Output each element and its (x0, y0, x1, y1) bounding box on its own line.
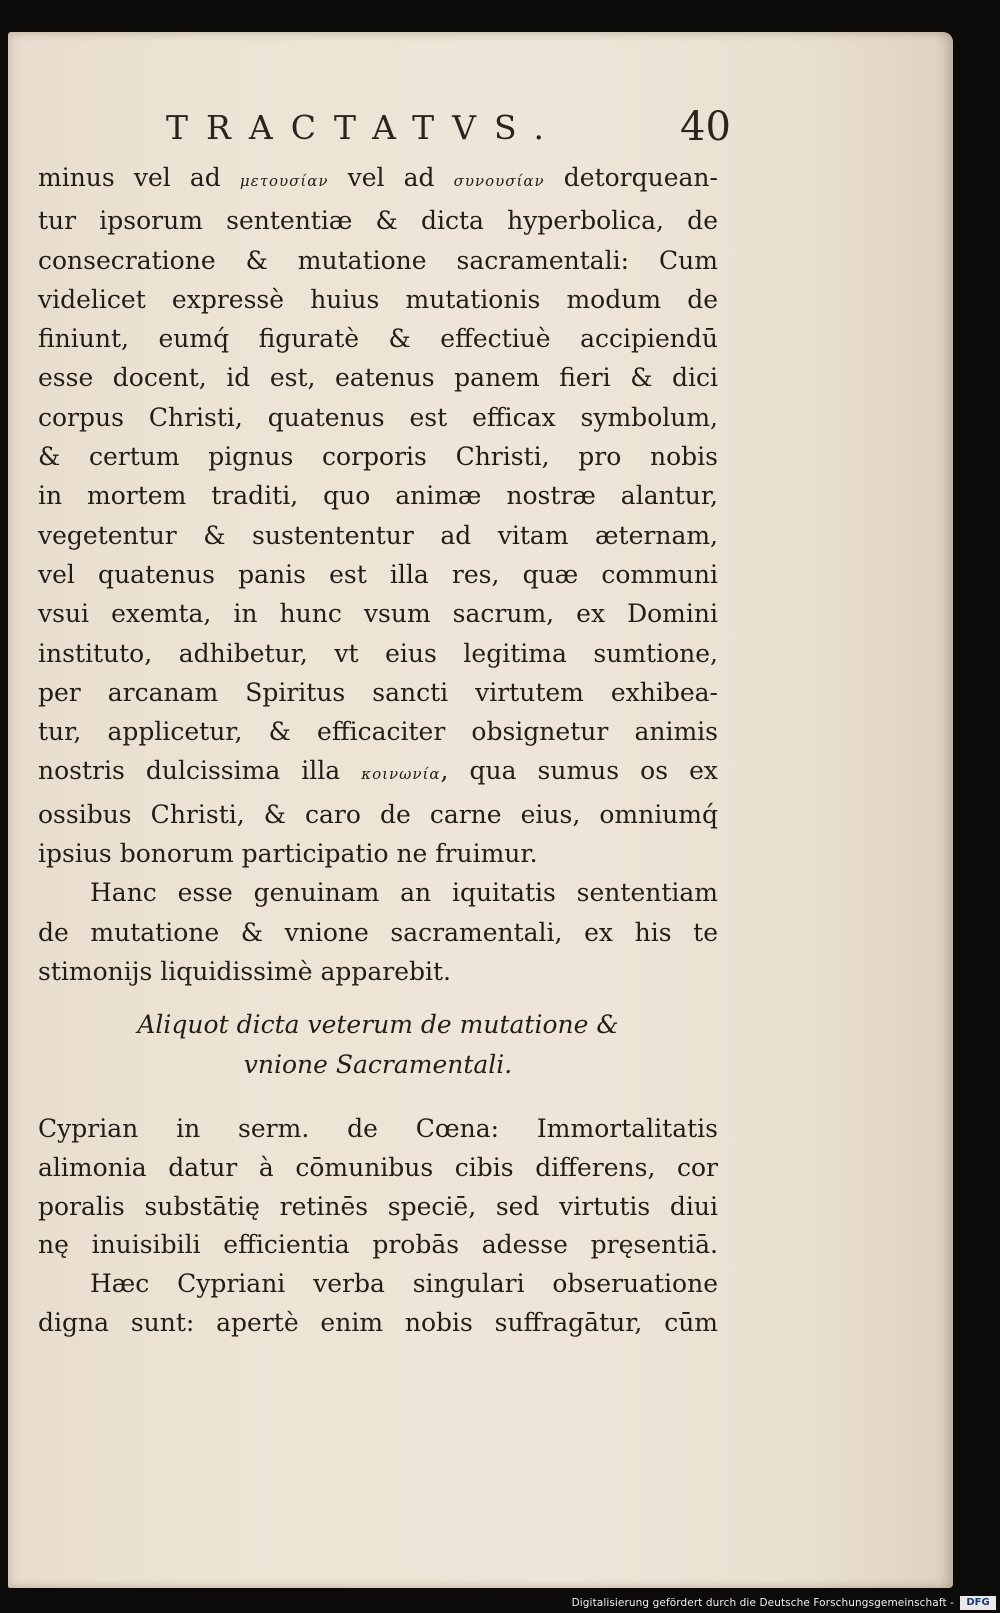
greek-word: μετουσίαν (239, 172, 329, 190)
text-line: Hæc Cypriani verba singulari obseruatione (90, 1269, 718, 1299)
text-line: corpus Christi, quatenus est efficax symbolum, (38, 402, 718, 432)
text-line: minus vel ad μετουσίαν vel ad συνουσίαν detorquean- (38, 163, 718, 192)
digitization-credit: Digitalisierung gefördert durch die Deutsche Forschungsgemeinschaft - (571, 1597, 954, 1609)
text-line: finiunt, eumq́ figuratè & effectiuè accipiendū (38, 324, 718, 354)
text-line: consecratione & mutatione sacramentali: Cum (38, 245, 718, 275)
text-line: Hanc esse genuinam an iquitatis sententiam (90, 878, 718, 908)
greek-word: συνουσίαν (453, 172, 545, 190)
text-line: in mortem traditi, quo animæ nostræ alantur, (38, 481, 718, 511)
text-line: vsui exemta, in hunc vsum sacrum, ex Domini (38, 599, 718, 629)
text-line: de mutatione & vnione sacramentali, ex his te (38, 917, 718, 947)
text-line: vel quatenus panis est illa res, quæ communi (38, 559, 718, 589)
text-line: videlicet expressè huius mutationis modum de (38, 284, 718, 314)
text-line: instituto, adhibetur, vt eius legitima sumtione, (38, 638, 718, 668)
text-line: tur ipsorum sententiæ & dicta hyperbolica, de (38, 206, 718, 236)
section-heading-line: vnione Sacramentali. (243, 1050, 513, 1079)
running-header: TRACTATVS. (166, 108, 562, 147)
text-line: per arcanam Spiritus sancti virtutem exhibea- (38, 677, 718, 707)
text-line: vegetentur & sustententur ad vitam æternam, (38, 520, 718, 550)
text-line: & certum pignus corporis Christi, pro nobis (38, 442, 718, 472)
quotation-paragraph (38, 1110, 718, 1343)
section-heading-line: Aliquot dicta veterum de mutatione & (137, 1010, 619, 1039)
text-line: alimonia datur à cōmunibus cibis differens, cor (38, 1152, 718, 1182)
section-heading (38, 1005, 718, 1085)
text-line: digna sunt: apertè enim nobis suffragātur, cūm (38, 1307, 718, 1337)
main-paragraph (38, 158, 718, 991)
text-line: poralis substātię retinēs speciē, sed virtutis diui (38, 1191, 718, 1221)
text-line: Cyprian in serm. de Cœna: Immortalitatis (38, 1114, 718, 1143)
text-line: stimonijs liquidissimè apparebit. (38, 956, 452, 986)
text-line: esse docent, id est, eatenus panem fieri & dici (38, 363, 718, 393)
text-line: tur, applicetur, & efficaciter obsignetur animis (38, 717, 718, 747)
dfg-logo: DFG (960, 1596, 996, 1610)
text-line: nę inuisibili efficientia probās adesse pręsentiā. (38, 1230, 718, 1260)
greek-word: κοινωνία (361, 765, 441, 784)
text-line: nostris dulcissima illa κοινωνία, qua sumus os ex (38, 756, 718, 786)
text-line: ipsius bonorum participatio ne fruimur. (38, 839, 538, 869)
text-line: ossibus Christi, & caro de carne eius, omniumq́ (38, 799, 718, 829)
page-number: 40 (680, 104, 731, 150)
